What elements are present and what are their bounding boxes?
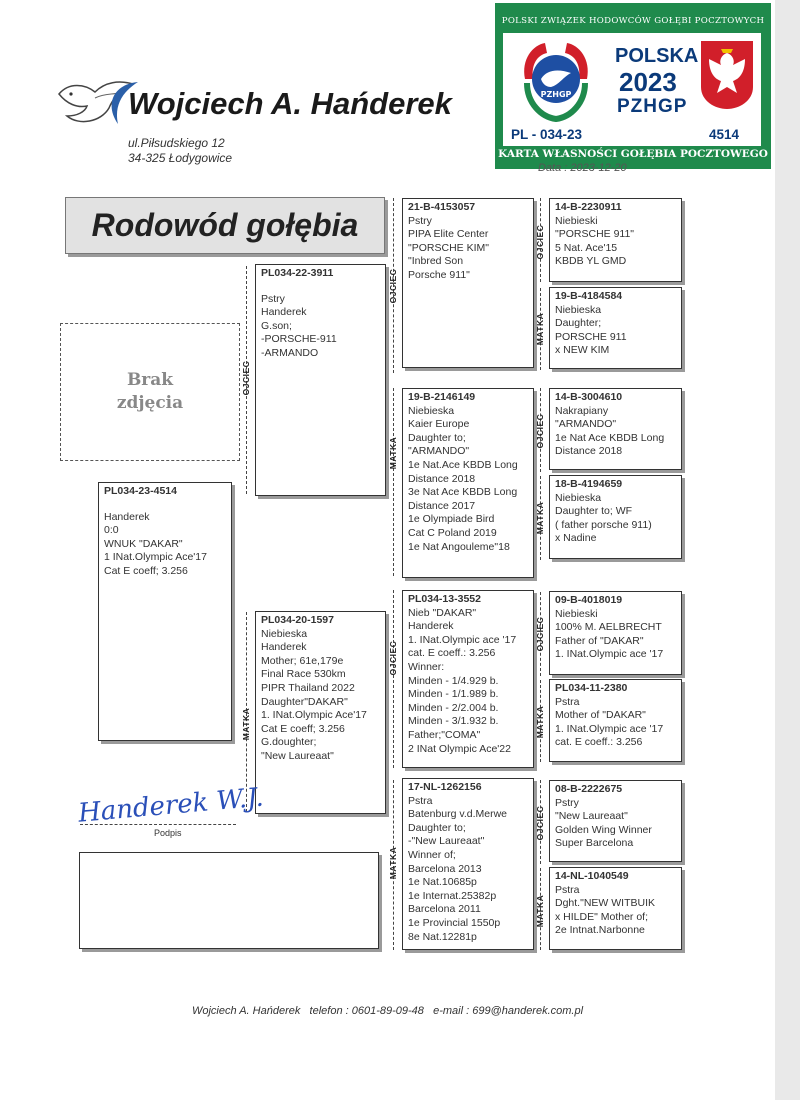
- pedigree-line: 5 Nat. Ace'15: [555, 241, 618, 254]
- signature-label: Podpis: [154, 828, 182, 838]
- pedigree-line: 100% M. AELBRECHT: [555, 621, 662, 634]
- pedigree-line: 1. INat.Olympic Ace'17: [261, 709, 367, 722]
- pedigree-line: Golden Wing Winner: [555, 823, 652, 836]
- card-caption: KARTA WŁASNOŚCI GOŁĘBIA POCZTOWEGO: [498, 148, 768, 160]
- pedigree-line: Pstra: [408, 794, 433, 807]
- pedigree-line: Daughter to;: [408, 821, 466, 834]
- label-father: OJCIEC: [241, 360, 251, 396]
- ring-number: 14-B-3004610: [555, 391, 623, 403]
- pedigree-line: WNUK "DAKAR": [104, 537, 183, 550]
- pedigree-line: Daughter to; WF: [555, 505, 633, 518]
- pedigree-line: 8e Nat.12281p: [408, 930, 477, 943]
- pedigree-box-dam-sire: [402, 590, 534, 768]
- pedigree-line: "ARMANDO": [555, 418, 617, 431]
- footer-phone: 0601-89-09-48: [351, 1005, 424, 1017]
- ring-number: PL034-11-2380: [555, 682, 628, 694]
- label-father: OJCIEC: [535, 413, 545, 449]
- footer-name: Wojciech A. Hańderek: [191, 1005, 301, 1017]
- breeder-name: Wojciech A. Hańderek: [128, 86, 452, 121]
- pedigree-line: ( father porsche 911): [555, 518, 652, 531]
- pedigree-line: [261, 281, 380, 293]
- pedigree-line: Pstra: [555, 695, 580, 708]
- pedigree-line: Minden - 2/2.004 b.: [408, 701, 499, 714]
- pedigree-line: Barcelona 2013: [408, 862, 482, 875]
- pedigree-line: Dght."NEW WITBUIK: [555, 897, 655, 910]
- pedigree-line: x Nadine: [555, 532, 597, 545]
- pedigree-line: Handerek: [261, 306, 307, 319]
- pedigree-line: 1e Nat Ace KBDB Long: [555, 431, 665, 444]
- pedigree-line: Mother; 61e,179e: [261, 654, 344, 667]
- signature-text: Handerek W.J.: [76, 782, 265, 829]
- pedigree-box-ggp-6: [549, 679, 682, 762]
- connector-line: [393, 388, 394, 576]
- pedigree-line: Father;"COMA": [408, 728, 481, 741]
- pedigree-line: 1e Provincial 1550p: [408, 916, 501, 929]
- card-inner: [503, 33, 761, 146]
- pedigree-line: Pstry: [408, 214, 432, 227]
- pedigree-line: 1. INat.Olympic ace '17: [555, 722, 664, 735]
- pedigree-line: -ARMANDO: [261, 346, 319, 359]
- pedigree-line: Daughter"DAKAR": [261, 695, 348, 708]
- pedigree-line: [104, 499, 226, 511]
- pedigree-line: Porsche 911": [408, 268, 470, 281]
- pedigree-line: Niebieski: [555, 214, 598, 227]
- pedigree-line: Distance 2018: [555, 445, 623, 458]
- pedigree-line: Father of "DAKAR": [555, 634, 644, 647]
- label-father: OJCIEC: [388, 640, 398, 676]
- pedigree-line: 1. INat.Olympic ace '17: [555, 648, 664, 661]
- label-father: OJCIEC: [388, 268, 398, 304]
- photo-placeholder: [60, 323, 240, 461]
- pedigree-box-ggp-5: [549, 591, 682, 675]
- pedigree-line: Pstry: [555, 796, 579, 809]
- pedigree-line: -PORSCHE-911: [261, 333, 337, 346]
- pedigree-line: PIPR Thailand 2022: [261, 681, 355, 694]
- ring-number: PL034-20-1597: [261, 614, 334, 626]
- pedigree-line: 1e Nat Angouleme"18: [408, 540, 510, 553]
- page-edge: [775, 0, 800, 1100]
- pedigree-line: Distance 2017: [408, 499, 476, 512]
- signature-line: [80, 824, 236, 825]
- pedigree-line: Minden - 1/1.989 b.: [408, 688, 499, 701]
- ring-number: PL034-22-3911: [261, 267, 334, 279]
- pedigree-line: cat. E coeff.: 3.256: [555, 736, 643, 749]
- pedigree-line: "New Laureaat": [555, 810, 628, 823]
- label-mother: MATKA: [388, 436, 398, 470]
- pedigree-line: Minden - 3/1.932 b.: [408, 715, 499, 728]
- pedigree-line: 3e Nat Ace KBDB Long: [408, 486, 518, 499]
- pedigree-box-ggp-3: [549, 388, 682, 470]
- pedigree-line: Daughter to;: [408, 431, 466, 444]
- label-mother: MATKA: [241, 707, 251, 741]
- pedigree-line: PIPA Elite Center: [408, 228, 489, 241]
- pedigree-line: Kaier Europe: [408, 418, 470, 431]
- ring-number: 19-B-4184584: [555, 290, 623, 302]
- pedigree-line: x NEW KIM: [555, 344, 610, 357]
- pedigree-line: Winner:: [408, 660, 445, 673]
- pzhgp-logo-icon: [513, 39, 599, 125]
- pedigree-line: 1e Olympiade Bird: [408, 513, 495, 526]
- pedigree-line: Pstry: [261, 292, 285, 305]
- breeder-address-city: 34-325 Łodygowice: [128, 151, 233, 165]
- label-mother: MATKA: [535, 501, 545, 535]
- page-title: Rodowód gołębia: [65, 197, 385, 254]
- footer-phone-label: telefon :: [309, 1005, 349, 1017]
- pedigree-line: cat. E coeff.: 3.256: [408, 647, 496, 660]
- notes-box: [79, 852, 379, 949]
- ring-number: 09-B-4018019: [555, 594, 623, 606]
- pedigree-line: 0:0: [104, 524, 119, 537]
- pedigree-line: Pstra: [555, 883, 580, 896]
- pedigree-line: KBDB YL GMD: [555, 255, 627, 268]
- pedigree-line: Mother of "DAKAR": [555, 709, 646, 722]
- ring-number: 19-B-2146149: [408, 391, 476, 403]
- footer: [0, 1005, 775, 1017]
- pedigree-line: "ARMANDO": [408, 445, 470, 458]
- card-country: POLSKA: [615, 45, 699, 67]
- pedigree-line: Niebieska: [555, 491, 602, 504]
- pedigree-line: Minden - 1/4.929 b.: [408, 674, 499, 687]
- pedigree-line: "PORSCHE 911": [555, 228, 635, 241]
- ring-number: 14-NL-1040549: [555, 870, 629, 882]
- pedigree-box-dam: [255, 611, 386, 814]
- label-father: OJCIEC: [535, 805, 545, 841]
- pedigree-line: G.doughter;: [261, 736, 317, 749]
- pedigree-box-sire: [255, 264, 386, 496]
- label-mother: MATKA: [535, 312, 545, 346]
- card-association: POLSKI ZWIĄZEK HODOWCÓW GOŁĘBI POCZTOWYCH: [501, 16, 765, 26]
- breeder-address-street: ul.Piłsudskiego 12: [128, 136, 225, 150]
- signature: [74, 778, 265, 830]
- pedigree-line: Nakrapiany: [555, 404, 609, 417]
- pedigree-line: Winner of;: [408, 848, 456, 861]
- pedigree-line: 1e Nat.10685p: [408, 876, 477, 889]
- photo-placeholder-line1: Brak: [126, 370, 174, 390]
- pedigree-box-sire-dam: [402, 388, 534, 578]
- pedigree-line: G.son;: [261, 319, 292, 332]
- pedigree-line: Niebieski: [555, 607, 598, 620]
- pedigree-line: Handerek: [104, 510, 150, 523]
- ring-number: 18-B-4194659: [555, 478, 623, 490]
- pedigree-line: Handerek: [408, 620, 454, 633]
- label-father: OJCIEC: [535, 616, 545, 652]
- footer-email-label: e-mail :: [433, 1005, 470, 1017]
- card-org-code: PZHGP: [617, 96, 688, 117]
- pedigree-box-sire-sire: [402, 198, 534, 368]
- pedigree-line: Niebieska: [555, 303, 602, 316]
- pedigree-line: 2 INat Olympic Ace'22: [408, 742, 511, 755]
- footer-email: 699@handerek.com.pl: [472, 1005, 584, 1017]
- pedigree-line: Super Barcelona: [555, 837, 634, 850]
- pedigree-line: "Inbred Son: [408, 255, 464, 268]
- pedigree-line: "New Laureaat": [261, 749, 334, 762]
- pedigree-line: Distance 2018: [408, 472, 476, 485]
- card-number: 4514: [709, 127, 740, 142]
- pedigree-line: 1e Internat.25382p: [408, 889, 497, 902]
- pedigree-line: 1 INat.Olympic Ace'17: [104, 551, 207, 564]
- pedigree-box-ggp-1: [549, 198, 682, 282]
- label-mother: MATKA: [535, 894, 545, 928]
- ring-number: 14-B-2230911: [555, 201, 622, 213]
- polish-eagle-emblem-icon: [699, 39, 755, 111]
- pedigree-line: PORSCHE 911: [555, 330, 627, 343]
- pedigree-line: "PORSCHE KIM": [408, 241, 489, 254]
- pedigree-line: 2e Intnat.Narbonne: [555, 924, 645, 937]
- pedigree-line: Batenburg v.d.Merwe: [408, 808, 508, 821]
- pedigree-box-subject: [98, 482, 232, 741]
- label-mother: MATKA: [535, 705, 545, 739]
- ring-number: 08-B-2222675: [555, 783, 623, 795]
- pedigree-line: 1. INat.Olympic ace '17: [408, 633, 517, 646]
- pedigree-box-ggp-2: [549, 287, 682, 369]
- photo-placeholder-line2: zdjęcia: [116, 393, 184, 413]
- pedigree-line: -"New Laureaat": [408, 835, 485, 848]
- pedigree-line: Daughter;: [555, 317, 602, 330]
- pedigree-line: Final Race 530km: [261, 668, 346, 681]
- ring-number: PL034-23-4514: [104, 485, 177, 497]
- pedigree-line: Niebieska: [261, 627, 308, 640]
- card-logo-text: PZHGP: [540, 90, 572, 99]
- pedigree-line: Nieb "DAKAR": [408, 606, 477, 619]
- label-mother: MATKA: [388, 846, 398, 880]
- pedigree-line: Cat E coeff; 3.256: [104, 564, 188, 577]
- pedigree-box-ggp-7: [549, 780, 682, 862]
- pedigree-box-dam-dam: [402, 778, 534, 950]
- pedigree-box-ggp-8: [549, 867, 682, 950]
- date-partial: Data : 2023-12-20: [538, 162, 627, 174]
- label-father: OJCIEC: [535, 224, 545, 260]
- pedigree-box-ggp-4: [549, 475, 682, 559]
- pedigree-line: Cat C Poland 2019: [408, 526, 497, 539]
- ring-number: PL034-13-3552: [408, 593, 481, 605]
- pedigree-line: Handerek: [261, 641, 307, 654]
- pedigree-line: Cat E coeff; 3.256: [261, 722, 345, 735]
- card-ring: PL - 034-23: [511, 127, 583, 142]
- ring-number: 17-NL-1262156: [408, 781, 482, 793]
- card-year: 2023: [619, 67, 677, 97]
- ring-number: 21-B-4153057: [408, 201, 476, 213]
- pedigree-line: Barcelona 2011: [408, 903, 481, 916]
- ownership-card: [495, 3, 771, 169]
- pedigree-line: Niebieska: [408, 404, 455, 417]
- pedigree-line: 1e Nat.Ace KBDB Long: [408, 458, 518, 471]
- pedigree-line: x HILDE" Mother of;: [555, 910, 649, 923]
